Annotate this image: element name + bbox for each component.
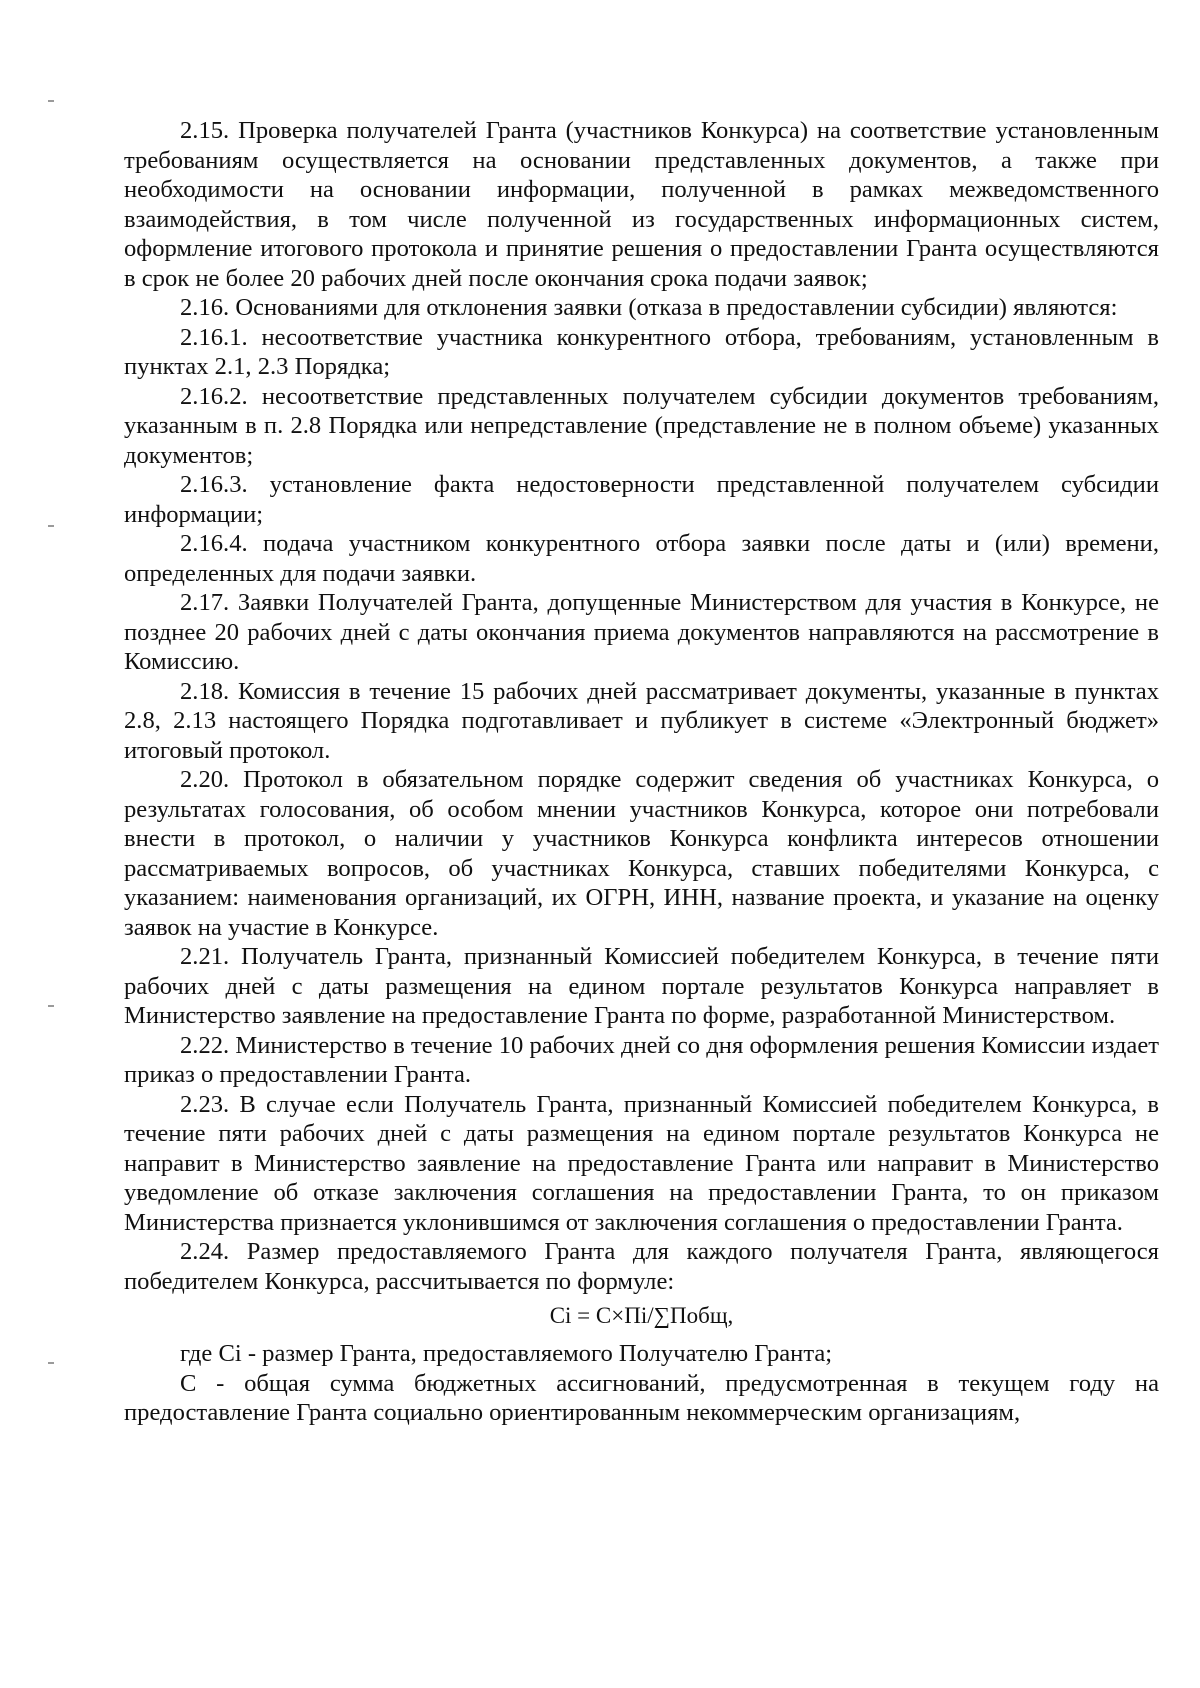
- document-body: [124, 116, 1159, 1428]
- grant-formula: Ci = C×Пi/∑Побщ,: [549, 1303, 734, 1328]
- paragraph-2-20: 2.20. Протокол в обязательном порядке содержит сведения об участниках Конкурса, о результатах голосования, об особом мнении участников Конкурса, которое они потребовали внести в протокол, о наличии у участников Конкурса конфликта интересов отношении рассматриваемых вопросов, об участниках Конкурса, ставших победителями Конкурса, с указанием: наименования организаций, их ОГРН, ИНН, название проекта, и указание на оценку заявок на участие в Конкурсе.: [124, 766, 1159, 941]
- paragraph-2-17: 2.17. Заявки Получателей Гранта, допущенные Министерством для участия в Конкурсе, не позднее 20 рабочих дней с даты окончания приема документов направляются на рассмотрение в Комиссию.: [124, 589, 1159, 675]
- paragraph-2-16-4: 2.16.4. подача участником конкурентного отбора заявки после даты и (или) времени, определенных для подачи заявки.: [124, 530, 1159, 587]
- paragraph-2-22: 2.22. Министерство в течение 10 рабочих дней со дня оформления решения Комиссии издает приказ о предоставлении Гранта.: [124, 1031, 1159, 1088]
- paragraph-2-21: 2.21. Получатель Гранта, признанный Комиссией победителем Конкурса, в течение пяти рабочих дней с даты размещения на едином портале результатов Конкурса направляет в Министерство заявление на предоставление Гранта по форме, разработанной Министерством.: [124, 943, 1159, 1029]
- scan-artifact: [48, 1005, 54, 1007]
- formula-definition-ci: где Ci - размер Гранта, предоставляемого Получателю Гранта;: [180, 1340, 833, 1367]
- paragraph-2-16-3: 2.16.3. установление факта недостоверности представленной получателем субсидии информации;: [124, 471, 1159, 528]
- scan-artifact: [48, 525, 54, 527]
- paragraph-2-15: 2.15. Проверка получателей Гранта (участников Конкурса) на соответствие установленным требованиям осуществляется на основании представленных документов, а также при необходимости на основании информации, полученной в рамках межведомственного взаимодействия, в том числе полученной из государственных информационных систем, оформление итогового протокола и принятие решения о предоставлении Гранта осуществляются в срок не более 20 рабочих дней после окончания срока подачи заявок;: [124, 117, 1159, 292]
- paragraph-2-24: 2.24. Размер предоставляемого Гранта для каждого получателя Гранта, являющегося победителем Конкурса, рассчитывается по формуле:: [124, 1238, 1159, 1295]
- paragraph-2-16-2: 2.16.2. несоответствие представленных получателем субсидии документов требованиям, указанным в п. 2.8 Порядка или непредставление (представление не в полном объеме) указанных документов;: [124, 382, 1159, 469]
- paragraph-2-23: 2.23. В случае если Получатель Гранта, признанный Комиссией победителем Конкурса, в течение пяти рабочих дней с даты размещения на едином портале результатов Конкурса не направит в Министерство заявление на предоставление Гранта или направит в Министерство уведомление об отказе заключения соглашения на предоставлении Гранта, то он приказом Министерства признается уклонившимся от заключения соглашения о предоставлении Гранта.: [124, 1090, 1159, 1236]
- scan-artifact: [48, 100, 54, 102]
- paragraph-2-18: 2.18. Комиссия в течение 15 рабочих дней рассматривает документы, указанные в пунктах 2.8, 2.13 настоящего Порядка подготавливает и публикует в системе «Электронный бюджет» итоговый протокол.: [124, 677, 1159, 764]
- paragraph-2-16: 2.16. Основаниями для отклонения заявки (отказа в предоставлении субсидии) являются:: [180, 294, 1118, 321]
- paragraph-2-16-1: 2.16.1. несоответствие участника конкурентного отбора, требованиям, установленным в пунктах 2.1, 2.3 Порядка;: [124, 323, 1159, 380]
- formula-definition-c: С - общая сумма бюджетных ассигнований, предусмотренная в текущем году на предоставление Гранта социально ориентированным некоммерческим организациям,: [124, 1369, 1159, 1426]
- scan-artifact: [48, 1362, 54, 1364]
